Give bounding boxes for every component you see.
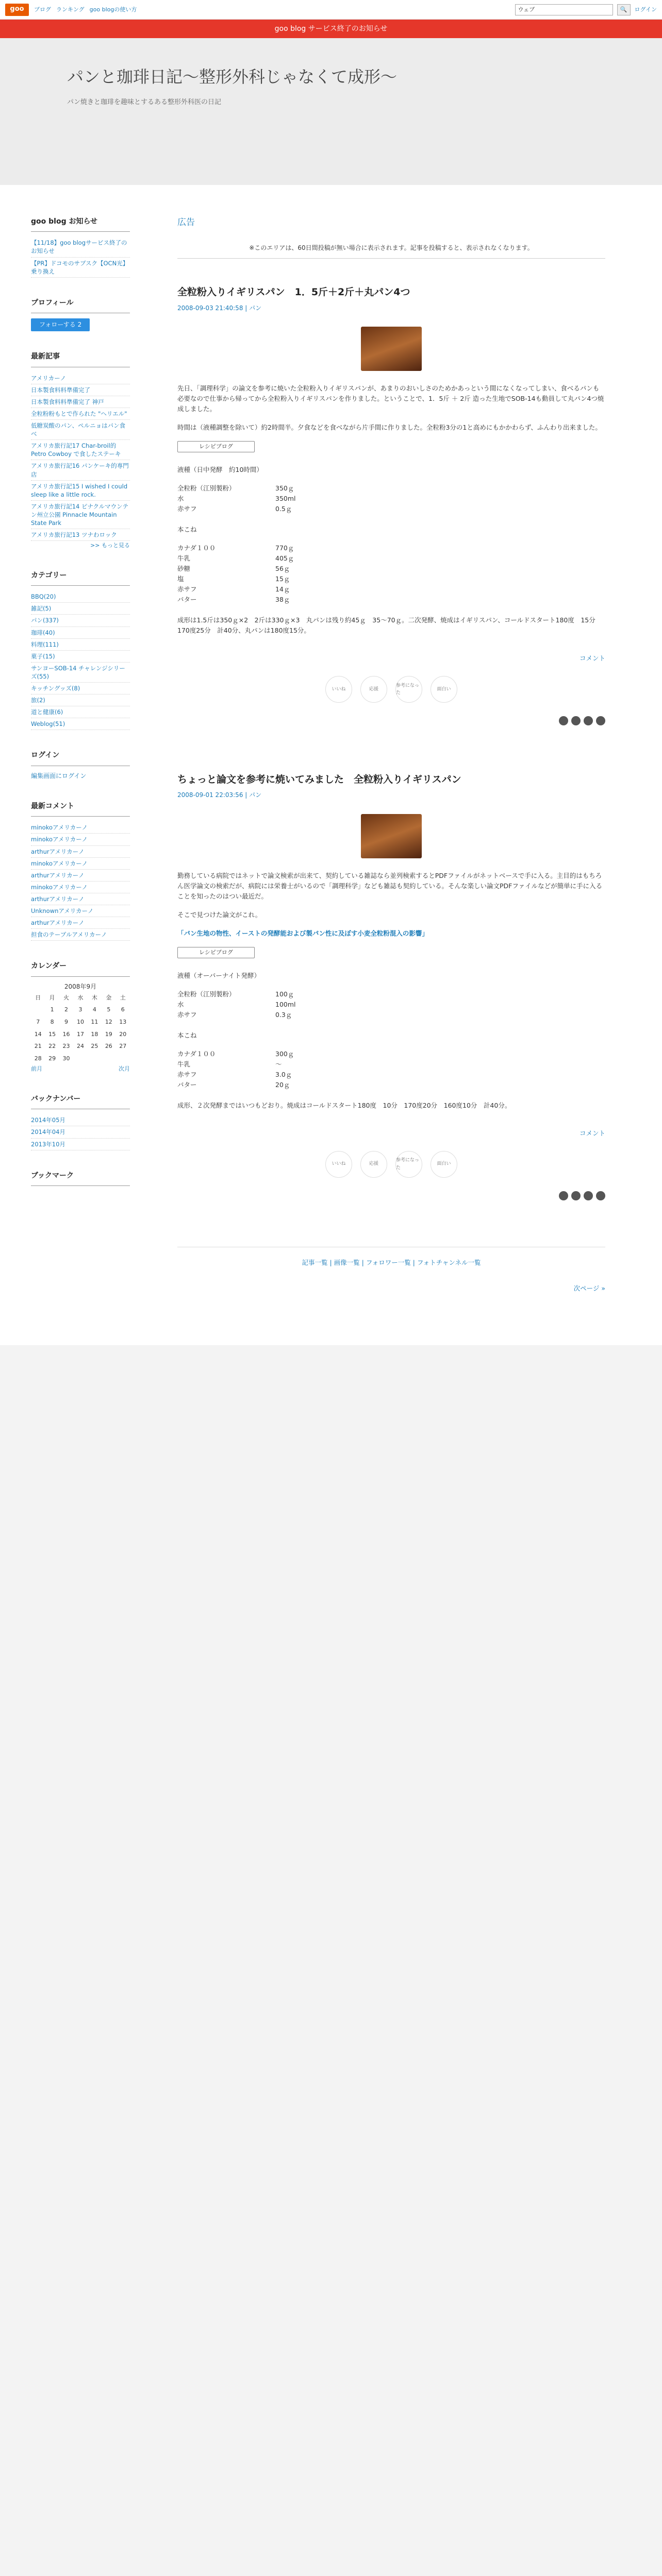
profile-heading: プロフィール: [31, 297, 130, 313]
blog-entry: [177, 772, 605, 1200]
ingredient-row: [177, 574, 605, 584]
calendar-heading: カレンダー: [31, 960, 130, 976]
calendar-day[interactable]: 3: [78, 1006, 82, 1013]
ingredient-amount: 100ｇ: [275, 990, 294, 998]
calendar-day: [88, 1053, 102, 1065]
goo-logo[interactable]: goo: [5, 4, 29, 16]
comment-item-link[interactable]: Unknownアメリカーノ: [31, 907, 94, 914]
pager-links[interactable]: 記事一覧 | 画像一覧 | フォロワー一覧 | フォトチャンネル一覧: [177, 1247, 605, 1268]
reaction-label: 応援: [369, 686, 378, 692]
calendar-day: [31, 1004, 45, 1016]
category-item: [31, 683, 130, 694]
reaction-button[interactable]: [395, 676, 422, 703]
reaction-buttons: [177, 1151, 605, 1178]
comment-item: [31, 870, 130, 882]
notice-item[interactable]: 【PR】ドコモのサブスク【OCN光】乗り換え: [31, 259, 129, 275]
notice-item[interactable]: 【11/18】goo blogサービス終了のお知らせ: [31, 239, 127, 255]
calendar-day[interactable]: 7: [36, 1019, 40, 1026]
recent-item-link[interactable]: 日本製食料料準備完了: [31, 386, 90, 394]
reaction-button[interactable]: [431, 1151, 457, 1178]
hatena-share-icon[interactable]: [584, 1191, 593, 1200]
search-icon[interactable]: 🔍: [617, 4, 631, 15]
recipe-blog-badge[interactable]: レシピブログ: [177, 441, 255, 452]
bookmark-heading: ブックマーク: [31, 1170, 130, 1186]
ingredient-row: [177, 1070, 605, 1080]
ingredient-row: [177, 1049, 605, 1059]
reaction-button[interactable]: [325, 1151, 352, 1178]
calendar-day[interactable]: 12: [105, 1019, 112, 1026]
reaction-buttons: [177, 676, 605, 703]
ingredient-amount: 3.0ｇ: [275, 1070, 292, 1078]
ingredient-name: 全粒粉（江別製粉）: [177, 484, 236, 492]
comments-heading: 最新コメント: [31, 801, 130, 817]
reaction-label: 参考になった: [396, 1158, 420, 1171]
calendar-day[interactable]: 29: [48, 1055, 56, 1062]
entry-title[interactable]: 全粒粉入りイギリスパン 1．5斤＋2斤＋丸パン4つ: [177, 286, 410, 298]
ingredient-row: [177, 1080, 605, 1090]
category-item: [31, 694, 130, 706]
calendar-month: 2008年9月: [64, 982, 97, 990]
calendar-weekday: 月: [49, 994, 55, 1001]
reaction-button[interactable]: [360, 676, 387, 703]
calendar-day[interactable]: 20: [119, 1030, 127, 1038]
backnumber-item: [31, 1126, 130, 1138]
entry-paragraph: 成形は1.5斤は350ｇ×2 2斤は330ｇ×3 丸パンは残り約45ｇ 35〜70ｇ。二次発酵、焼成はイギリスパン、コールドスタート180度 15分 170度25分 計40分、丸パンは180度15分。: [177, 616, 602, 634]
service-notice[interactable]: goo blog サービス終了のお知らせ: [0, 20, 662, 38]
blog-title[interactable]: パンと珈琲日記〜整形外科じゃなくて成形〜: [67, 67, 398, 87]
calendar-day[interactable]: 5: [107, 1006, 111, 1013]
calendar-day[interactable]: 26: [105, 1043, 112, 1050]
calendar-day: [73, 1053, 87, 1065]
ingredient-amount: 14ｇ: [275, 585, 290, 593]
sidebar: [0, 216, 144, 1314]
category-item: [31, 706, 130, 718]
login-edit-link[interactable]: 編集画面にログイン: [31, 772, 87, 779]
ingredient-name: 水: [177, 494, 184, 502]
calendar-day[interactable]: 28: [34, 1055, 42, 1062]
ingredient-name: 牛乳: [177, 554, 191, 562]
calendar-day[interactable]: 15: [48, 1030, 56, 1038]
calendar-table: [31, 992, 130, 1065]
calendar-day[interactable]: 13: [119, 1019, 127, 1026]
recent-item-link[interactable]: アメリカーノ: [31, 374, 66, 382]
follow-button[interactable]: フォローする 2: [31, 318, 90, 331]
entry-paragraph: 成形、２次発酵まではいつもどおり。焼成はコールドスタート180度 10分 170度20分 160度10分 計40分。: [177, 1101, 511, 1109]
calendar-day[interactable]: 22: [48, 1043, 56, 1050]
category-item-link[interactable]: 旅(2): [31, 697, 45, 704]
backnumber-item-link[interactable]: 2013年10月: [31, 1140, 65, 1148]
ingredient-amount: 38ｇ: [275, 595, 290, 603]
ingredient-name: 水: [177, 1000, 184, 1008]
comment-item: [31, 905, 130, 917]
ingredient-row: [177, 1010, 605, 1020]
reaction-label: いいね: [332, 1161, 346, 1167]
ingredient-name: カナダ１００: [177, 544, 216, 552]
ingredient-amount: 20ｇ: [275, 1080, 290, 1089]
ingredient-row: [177, 494, 605, 504]
ad-text: ※このエリアは、60日間投稿が無い場合に表示されます。記事を投稿すると、表示されなくなります。: [249, 244, 534, 252]
comment-item: [31, 834, 130, 845]
calendar-day: [116, 1053, 130, 1065]
ingredient-row: [177, 989, 605, 999]
ingredient-list: [177, 1030, 605, 1090]
recent-item: [31, 384, 130, 396]
ingredient-row: [177, 584, 605, 595]
category-item: [31, 718, 130, 730]
footer: [0, 1314, 662, 1345]
recent-item: [31, 408, 130, 420]
ingredient-row: [177, 999, 605, 1010]
comment-item-link[interactable]: minokoアメリカーノ: [31, 883, 88, 891]
ingredient-amount: 0.5ｇ: [275, 504, 292, 513]
ingredient-list: [177, 971, 605, 1020]
comment-item: [31, 917, 130, 929]
category-item-link[interactable]: パン(337): [31, 617, 59, 624]
entry-paragraph: そこで見つけた論文がこれ。: [177, 910, 262, 919]
category-item: [31, 603, 130, 615]
calendar-day[interactable]: 8: [50, 1019, 54, 1026]
login-link[interactable]: ログイン: [634, 6, 657, 13]
recent-item-link[interactable]: 全粒粉粉もとで作られた "ヘリエル": [31, 410, 127, 418]
calendar-day[interactable]: 24: [76, 1043, 84, 1050]
ingredient-list: [177, 524, 605, 605]
reaction-button[interactable]: [431, 676, 457, 703]
x-share-icon[interactable]: [559, 716, 568, 725]
recent-item-link[interactable]: 低糖炭酸のパン、ペルニョはパン食べ: [31, 422, 126, 438]
ad-area: [177, 216, 605, 259]
calendar-day[interactable]: 17: [76, 1030, 84, 1038]
calendar-weekday: 火: [63, 994, 70, 1001]
calendar-day[interactable]: 19: [105, 1030, 112, 1038]
category-item-link[interactable]: キッチングッズ(8): [31, 684, 80, 692]
entry-meta[interactable]: 2008-09-01 22:03:56 | パン: [177, 791, 262, 799]
ingredient-row: [177, 553, 605, 564]
category-item: [31, 663, 130, 683]
entry-quote: 「パン生地の物性、イーストの発酵能および製パン性に及ぼす小麦全粒粉混入の影響」: [177, 929, 428, 937]
ingredient-name: 赤サフ: [177, 504, 197, 513]
nav-howto[interactable]: goo blogの使い方: [89, 6, 137, 13]
calendar-day[interactable]: 1: [50, 1006, 54, 1013]
comment-item-link[interactable]: 担食のテーブルアメリカーノ: [31, 931, 107, 939]
category-item-link[interactable]: Weblog(51): [31, 720, 65, 728]
reaction-button[interactable]: [360, 1151, 387, 1178]
share-buttons: [177, 1191, 605, 1200]
ingredient-name: 赤サフ: [177, 1070, 197, 1078]
entry-meta[interactable]: 2008-09-03 21:40:58 | パン: [177, 304, 262, 312]
cal-next[interactable]: 次月: [119, 1065, 130, 1073]
entry-paragraph: 先日、「調理科学」の論文を参考に焼いた全粒粉入りイギリスパンが、あまりのおいしさのためかあっという間になくなってしまい、食べるパンも必要なので仕事から帰ってから全粒粉入りイギリスパンを作りました。ということで、1．5斤 ＋ 2斤 造った生地でSOB-14も動員して丸パン4つ焼成しました。: [177, 384, 604, 413]
category-item-link[interactable]: 珈琲(40): [31, 629, 55, 636]
category-item-link[interactable]: 料理(111): [31, 640, 59, 648]
recent-item: [31, 481, 130, 501]
ingredient-list: [177, 465, 605, 514]
calendar-day[interactable]: 27: [119, 1043, 127, 1050]
backnumber-heading: バックナンバー: [31, 1093, 130, 1109]
comment-item-link[interactable]: minokoアメリカーノ: [31, 824, 88, 832]
cal-prev[interactable]: 前月: [31, 1065, 42, 1073]
category-item: [31, 627, 130, 639]
ingredient-amount: 350ｇ: [275, 484, 294, 492]
recent-item-link[interactable]: アメリカ旅行記15 I wished I could sleep like a little rock.: [31, 482, 128, 498]
reaction-button[interactable]: [395, 1151, 422, 1178]
backnumber-item-link[interactable]: 2014年05月: [31, 1116, 65, 1124]
comment-item: [31, 858, 130, 870]
nav-ranking[interactable]: ランキング: [56, 6, 85, 13]
recent-item-link[interactable]: アメリカ旅行記14 ピナクルマウンテン州立公園 Pinnacle Mountain State Park: [31, 502, 129, 527]
ingredient-amount: 〜: [275, 1060, 282, 1068]
comment-item: [31, 929, 130, 941]
entry-paragraph: 時間は（液種調整を除いて）約2時間半。夕食などを食べながら片手間に作りました。全粒粉3分の1と高めにもかかわらず、ふんわり出来ました。: [177, 423, 602, 431]
recent-item-link[interactable]: アメリカ旅行記16 パンケーキ的専門店: [31, 462, 129, 478]
main-content: [144, 216, 641, 1314]
entry-title[interactable]: ちょっと論文を参考に焼いてみました 全粒粉入りイギリスパン: [177, 773, 461, 785]
recent-item: [31, 501, 130, 529]
ingredient-amount: 0.3ｇ: [275, 1010, 292, 1019]
ingredient-row: [177, 543, 605, 553]
notice-heading: goo blog お知らせ: [31, 216, 130, 232]
comment-item: [31, 882, 130, 893]
blog-header: [0, 38, 662, 185]
calendar-weekday: 木: [91, 994, 97, 1001]
recipe-blog-badge[interactable]: レシピブログ: [177, 947, 255, 958]
hatena-share-icon[interactable]: [584, 716, 593, 725]
category-item-link[interactable]: BBQ(20): [31, 593, 56, 601]
calendar-weekday: 水: [77, 994, 84, 1001]
backnumber-item: [31, 1114, 130, 1126]
ingredient-amount: 56ｇ: [275, 564, 290, 572]
recent-item: [31, 460, 130, 480]
calendar-day[interactable]: 23: [62, 1043, 70, 1050]
login-heading: ログイン: [31, 750, 130, 766]
ingredient-heading: 液種（オーバーナイト発酵）: [177, 971, 261, 979]
calendar-day: [102, 1053, 115, 1065]
calendar-day[interactable]: 18: [91, 1030, 98, 1038]
line-share-icon[interactable]: [596, 1191, 605, 1200]
recent-heading: 最新記事: [31, 351, 130, 367]
comment-item-link[interactable]: minokoアメリカーノ: [31, 859, 88, 867]
next-page-link[interactable]: 次ページ »: [573, 1284, 605, 1292]
reaction-label: 面白い: [437, 1161, 451, 1167]
backnumber-item-link[interactable]: 2014年04月: [31, 1128, 65, 1136]
calendar-day[interactable]: 21: [34, 1043, 42, 1050]
search-input[interactable]: ウェブ: [515, 4, 613, 15]
entry-paragraph: 勤務している病院ではネットで論文検索が出来て、契約している雑誌なら並列検索するとPDFファイルがネットベースで手に入る。主目的はもちろん医学論文の検索だが、病院には栄養士がいるので「調理科学」なども雑誌も契約している。そんな楽しい論文PDFファイルなどが簡単に手に入ることを知ったのはつい最近だ。: [177, 871, 603, 900]
blog-desc: パン焼きと珈琲を趣味とするある整形外科医の日記: [67, 98, 222, 107]
calendar-day[interactable]: 14: [34, 1030, 42, 1038]
ingredient-name: バター: [177, 595, 197, 603]
category-item-link[interactable]: 道と健康(6): [31, 708, 63, 716]
ingredient-name: バター: [177, 1080, 197, 1089]
top-bar: [0, 0, 662, 20]
ingredient-name: 牛乳: [177, 1060, 191, 1068]
category-item: [31, 591, 130, 603]
calendar-weekday: 日: [35, 994, 41, 1001]
category-heading: カテゴリー: [31, 570, 130, 586]
recent-item-link[interactable]: 日本製食料料準備完了 神戸: [31, 398, 104, 405]
reaction-label: 参考になった: [396, 683, 420, 696]
ingredient-name: 赤サフ: [177, 1010, 197, 1019]
calendar-day[interactable]: 11: [91, 1019, 98, 1026]
calendar-day[interactable]: 6: [121, 1006, 125, 1013]
ingredient-name: 塩: [177, 574, 184, 583]
calendar-day[interactable]: 4: [92, 1006, 96, 1013]
comment-item-link[interactable]: arthurアメリカーノ: [31, 895, 85, 903]
category-item: [31, 615, 130, 626]
reaction-label: 応援: [369, 1161, 378, 1167]
category-item-link[interactable]: サンヨーSOB-14 チャレンジシリーズ(55): [31, 664, 125, 680]
recent-item: [31, 372, 130, 384]
facebook-share-icon[interactable]: [571, 1191, 581, 1200]
ingredient-amount: 15ｇ: [275, 574, 290, 583]
category-item: [31, 639, 130, 651]
comment-item-link[interactable]: arthurアメリカーノ: [31, 848, 85, 855]
comment-item-link[interactable]: arthurアメリカーノ: [31, 871, 85, 879]
ingredient-amount: 350ml: [275, 494, 296, 502]
ingredient-row: [177, 483, 605, 494]
calendar-day[interactable]: 9: [64, 1019, 69, 1026]
more-link[interactable]: >> もっと見る: [90, 542, 130, 549]
recent-item-link[interactable]: アメリカ旅行記13 ツナわロック: [31, 531, 117, 539]
ingredient-amount: 100ml: [275, 1000, 296, 1008]
ingredient-row: [177, 595, 605, 605]
ingredient-heading: 本こね: [177, 1031, 197, 1039]
ad-title: 広告: [177, 217, 195, 228]
calendar-day[interactable]: 30: [62, 1055, 70, 1062]
ingredient-heading: 本こね: [177, 525, 197, 533]
blog-entry: [177, 284, 605, 725]
facebook-share-icon[interactable]: [571, 716, 581, 725]
ingredient-name: 砂糖: [177, 564, 191, 572]
comment-item: [31, 893, 130, 905]
calendar-weekday: 土: [120, 994, 126, 1001]
ingredient-name: カナダ１００: [177, 1049, 216, 1058]
share-buttons: [177, 716, 605, 725]
ingredient-amount: 770ｇ: [275, 544, 294, 552]
recent-item: [31, 440, 130, 460]
reaction-button[interactable]: [325, 676, 352, 703]
ingredient-row: [177, 564, 605, 574]
calendar-day[interactable]: 10: [76, 1019, 84, 1026]
ingredient-amount: 405ｇ: [275, 554, 294, 562]
backnumber-item: [31, 1139, 130, 1150]
category-item: [31, 651, 130, 663]
calendar-weekday: 金: [106, 994, 112, 1001]
ingredient-name: 全粒粉（江別製粉）: [177, 990, 236, 998]
comment-link[interactable]: コメント: [579, 1129, 605, 1137]
calendar-day[interactable]: 2: [64, 1006, 69, 1013]
line-share-icon[interactable]: [596, 716, 605, 725]
entry-photo[interactable]: [361, 814, 422, 858]
recent-item: [31, 529, 130, 541]
comment-item: [31, 846, 130, 858]
calendar-day[interactable]: 25: [91, 1043, 98, 1050]
recent-item: [31, 396, 130, 408]
comment-item: [31, 822, 130, 834]
reaction-label: 面白い: [437, 686, 451, 692]
calendar-day[interactable]: 16: [62, 1030, 70, 1038]
recent-item: [31, 420, 130, 440]
category-item-link[interactable]: 雑記(5): [31, 605, 52, 613]
comment-link[interactable]: コメント: [579, 654, 605, 662]
ingredient-amount: 300ｇ: [275, 1049, 294, 1058]
category-item-link[interactable]: 菓子(15): [31, 652, 55, 660]
ingredient-row: [177, 1059, 605, 1070]
reaction-label: いいね: [332, 686, 346, 692]
recent-item-link[interactable]: アメリカ旅行記17 Char-broil的Petro Cowboy で食したステーキ: [31, 442, 121, 458]
ingredient-row: [177, 504, 605, 514]
comment-item-link[interactable]: arthurアメリカーノ: [31, 919, 85, 927]
x-share-icon[interactable]: [559, 1191, 568, 1200]
comment-item-link[interactable]: minokoアメリカーノ: [31, 836, 88, 843]
ingredient-heading: 液種（日中発酵 約10時間）: [177, 465, 263, 473]
nav-blog[interactable]: ブログ: [34, 6, 51, 13]
ingredient-name: 赤サフ: [177, 585, 197, 593]
entry-photo[interactable]: [361, 327, 422, 371]
